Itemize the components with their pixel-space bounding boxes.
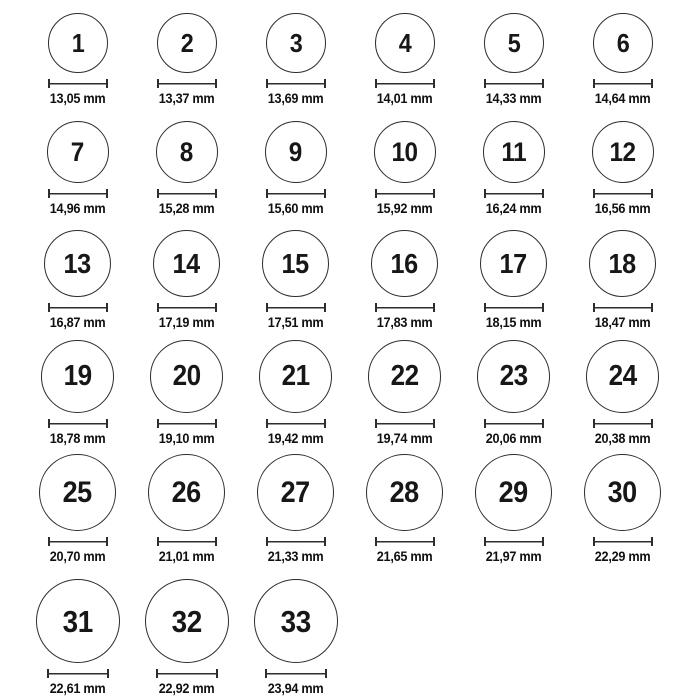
diameter-label: 21,33 mm (267, 549, 324, 565)
diameter-dimension-line (157, 189, 217, 198)
ring-size-number: 16 (390, 247, 419, 279)
ring-circle (145, 579, 229, 663)
ring-circle (368, 340, 441, 413)
ring-size-number: 8 (179, 136, 194, 167)
diameter-label: 21,65 mm (376, 549, 433, 565)
ring-circle (586, 340, 659, 413)
diameter-label: 21,01 mm (158, 549, 215, 565)
ring-size-cell (568, 450, 677, 568)
ring-size-row (23, 568, 677, 700)
ring-size-number: 25 (62, 475, 93, 509)
ring-size-cell (23, 568, 132, 700)
ring-size-number: 27 (280, 475, 311, 509)
diameter-dimension-line (266, 189, 326, 198)
ring-size-cell (568, 0, 677, 110)
ring-size-number: 21 (281, 360, 310, 393)
ring-size-number: 20 (172, 360, 201, 393)
diameter-label: 14,01 mm (376, 91, 433, 107)
ring-circle (150, 340, 223, 413)
diameter-label: 23,94 mm (267, 681, 324, 697)
diameter-dimension-line (484, 419, 544, 428)
ring-size-number: 9 (288, 136, 303, 167)
ring-size-cell (350, 450, 459, 568)
ring-size-row (23, 334, 677, 450)
ring-size-row (23, 0, 677, 110)
diameter-dimension-line (157, 303, 217, 312)
ring-circle (480, 230, 547, 297)
diameter-label: 20,38 mm (594, 431, 651, 447)
diameter-dimension-line (48, 189, 108, 198)
diameter-label: 18,15 mm (485, 315, 542, 331)
ring-circle (265, 121, 327, 183)
ring-circle (48, 13, 108, 73)
ring-circle (257, 454, 334, 531)
diameter-dimension-line (47, 669, 109, 678)
diameter-dimension-line (157, 79, 217, 88)
ring-size-number: 28 (389, 475, 420, 509)
ring-size-number: 17 (499, 247, 528, 279)
ring-size-number: 15 (281, 247, 310, 279)
diameter-dimension-line (484, 79, 544, 88)
ring-size-number: 23 (499, 360, 528, 393)
ring-size-number: 12 (609, 136, 636, 167)
diameter-dimension-line (266, 419, 326, 428)
ring-circle (484, 13, 544, 73)
diameter-label: 22,29 mm (594, 549, 651, 565)
diameter-label: 14,64 mm (594, 91, 651, 107)
ring-size-cell (350, 110, 459, 220)
ring-circle (148, 454, 225, 531)
diameter-dimension-line (484, 189, 544, 198)
ring-circle (592, 121, 654, 183)
ring-size-cell (23, 110, 132, 220)
diameter-dimension-line (593, 419, 653, 428)
diameter-dimension-line (157, 419, 217, 428)
ring-size-number: 19 (63, 360, 92, 393)
diameter-dimension-line (48, 79, 108, 88)
ring-circle (483, 121, 545, 183)
ring-size-number: 30 (607, 475, 638, 509)
ring-circle (36, 579, 120, 663)
diameter-dimension-line (375, 419, 435, 428)
ring-circle (156, 121, 218, 183)
ring-size-cell (568, 220, 677, 334)
ring-size-cell (241, 334, 350, 450)
ring-size-cell (350, 220, 459, 334)
ring-size-number: 29 (498, 475, 529, 509)
diameter-label: 13,69 mm (267, 91, 324, 107)
ring-size-cell (350, 334, 459, 450)
ring-size-cell (23, 0, 132, 110)
ring-size-number: 22 (390, 360, 419, 393)
ring-size-row (23, 220, 677, 334)
ring-size-number: 33 (280, 603, 311, 639)
diameter-label: 22,61 mm (49, 681, 106, 697)
ring-size-cell (568, 334, 677, 450)
ring-circle (475, 454, 552, 531)
ring-size-number: 10 (391, 136, 418, 167)
ring-circle (39, 454, 116, 531)
diameter-dimension-line (266, 79, 326, 88)
diameter-label: 14,96 mm (49, 201, 106, 217)
diameter-label: 14,33 mm (485, 91, 542, 107)
diameter-label: 18,78 mm (49, 431, 106, 447)
ring-size-number: 11 (501, 136, 526, 167)
ring-size-cell (459, 334, 568, 450)
diameter-dimension-line (156, 669, 218, 678)
ring-circle (41, 340, 114, 413)
diameter-label: 13,05 mm (49, 91, 106, 107)
ring-circle (153, 230, 220, 297)
ring-size-row (23, 110, 677, 220)
diameter-dimension-line (48, 419, 108, 428)
diameter-label: 17,83 mm (376, 315, 433, 331)
ring-size-number: 32 (171, 603, 202, 639)
diameter-dimension-line (375, 537, 435, 546)
ring-circle (266, 13, 326, 73)
ring-size-cell (241, 0, 350, 110)
ring-size-cell (568, 110, 677, 220)
ring-circle (254, 579, 338, 663)
ring-size-number: 26 (171, 475, 202, 509)
ring-size-cell (459, 110, 568, 220)
diameter-dimension-line (266, 537, 326, 546)
ring-size-cell (132, 110, 241, 220)
ring-size-cell (459, 0, 568, 110)
ring-size-number: 5 (507, 28, 520, 59)
diameter-label: 19,74 mm (376, 431, 433, 447)
ring-circle (371, 230, 438, 297)
diameter-label: 17,51 mm (267, 315, 324, 331)
ring-circle (477, 340, 550, 413)
ring-circle (584, 454, 661, 531)
ring-size-cell (132, 220, 241, 334)
ring-size-number: 4 (398, 28, 411, 59)
ring-size-cell (132, 450, 241, 568)
diameter-label: 15,60 mm (267, 201, 324, 217)
diameter-dimension-line (265, 669, 327, 678)
diameter-label: 20,06 mm (485, 431, 542, 447)
ring-size-cell (132, 0, 241, 110)
ring-size-row (23, 450, 677, 568)
ring-circle (375, 13, 435, 73)
diameter-dimension-line (593, 303, 653, 312)
ring-size-number: 13 (63, 247, 92, 279)
diameter-label: 18,47 mm (594, 315, 651, 331)
diameter-dimension-line (484, 537, 544, 546)
ring-size-cell (23, 334, 132, 450)
ring-size-cell (241, 568, 350, 700)
ring-circle (262, 230, 329, 297)
diameter-label: 15,28 mm (158, 201, 215, 217)
ring-size-number: 18 (608, 247, 637, 279)
ring-size-number: 24 (608, 360, 637, 393)
ring-circle (589, 230, 656, 297)
diameter-dimension-line (157, 537, 217, 546)
ring-size-number: 14 (172, 247, 201, 279)
ring-size-number: 3 (289, 28, 302, 59)
diameter-label: 16,56 mm (594, 201, 651, 217)
ring-size-cell (241, 110, 350, 220)
diameter-label: 22,92 mm (158, 681, 215, 697)
ring-size-number: 2 (180, 28, 193, 59)
ring-size-cell (350, 0, 459, 110)
diameter-dimension-line (593, 79, 653, 88)
diameter-dimension-line (375, 303, 435, 312)
diameter-label: 16,24 mm (485, 201, 542, 217)
diameter-label: 13,37 mm (158, 91, 215, 107)
ring-size-cell (23, 220, 132, 334)
ring-size-grid (23, 0, 677, 700)
diameter-dimension-line (593, 537, 653, 546)
ring-circle (374, 121, 436, 183)
diameter-dimension-line (48, 537, 108, 546)
ring-circle (157, 13, 217, 73)
ring-size-number: 6 (616, 28, 629, 59)
ring-circle (47, 121, 109, 183)
diameter-dimension-line (375, 79, 435, 88)
ring-circle (593, 13, 653, 73)
ring-size-cell (132, 334, 241, 450)
ring-size-cell (23, 450, 132, 568)
ring-circle (44, 230, 111, 297)
ring-size-cell (459, 450, 568, 568)
ring-size-cell (459, 220, 568, 334)
diameter-label: 17,19 mm (158, 315, 215, 331)
diameter-dimension-line (375, 189, 435, 198)
diameter-label: 21,97 mm (485, 549, 542, 565)
diameter-label: 19,10 mm (158, 431, 215, 447)
diameter-dimension-line (593, 189, 653, 198)
ring-circle (366, 454, 443, 531)
ring-size-number: 7 (70, 136, 85, 167)
ring-size-number: 31 (62, 603, 93, 639)
diameter-label: 16,87 mm (49, 315, 106, 331)
ring-size-cell (132, 568, 241, 700)
diameter-dimension-line (48, 303, 108, 312)
diameter-dimension-line (266, 303, 326, 312)
diameter-label: 20,70 mm (49, 549, 106, 565)
diameter-label: 15,92 mm (376, 201, 433, 217)
ring-size-cell (241, 220, 350, 334)
diameter-dimension-line (484, 303, 544, 312)
diameter-label: 19,42 mm (267, 431, 324, 447)
ring-circle (259, 340, 332, 413)
ring-size-cell (241, 450, 350, 568)
ring-size-number: 1 (71, 28, 84, 59)
